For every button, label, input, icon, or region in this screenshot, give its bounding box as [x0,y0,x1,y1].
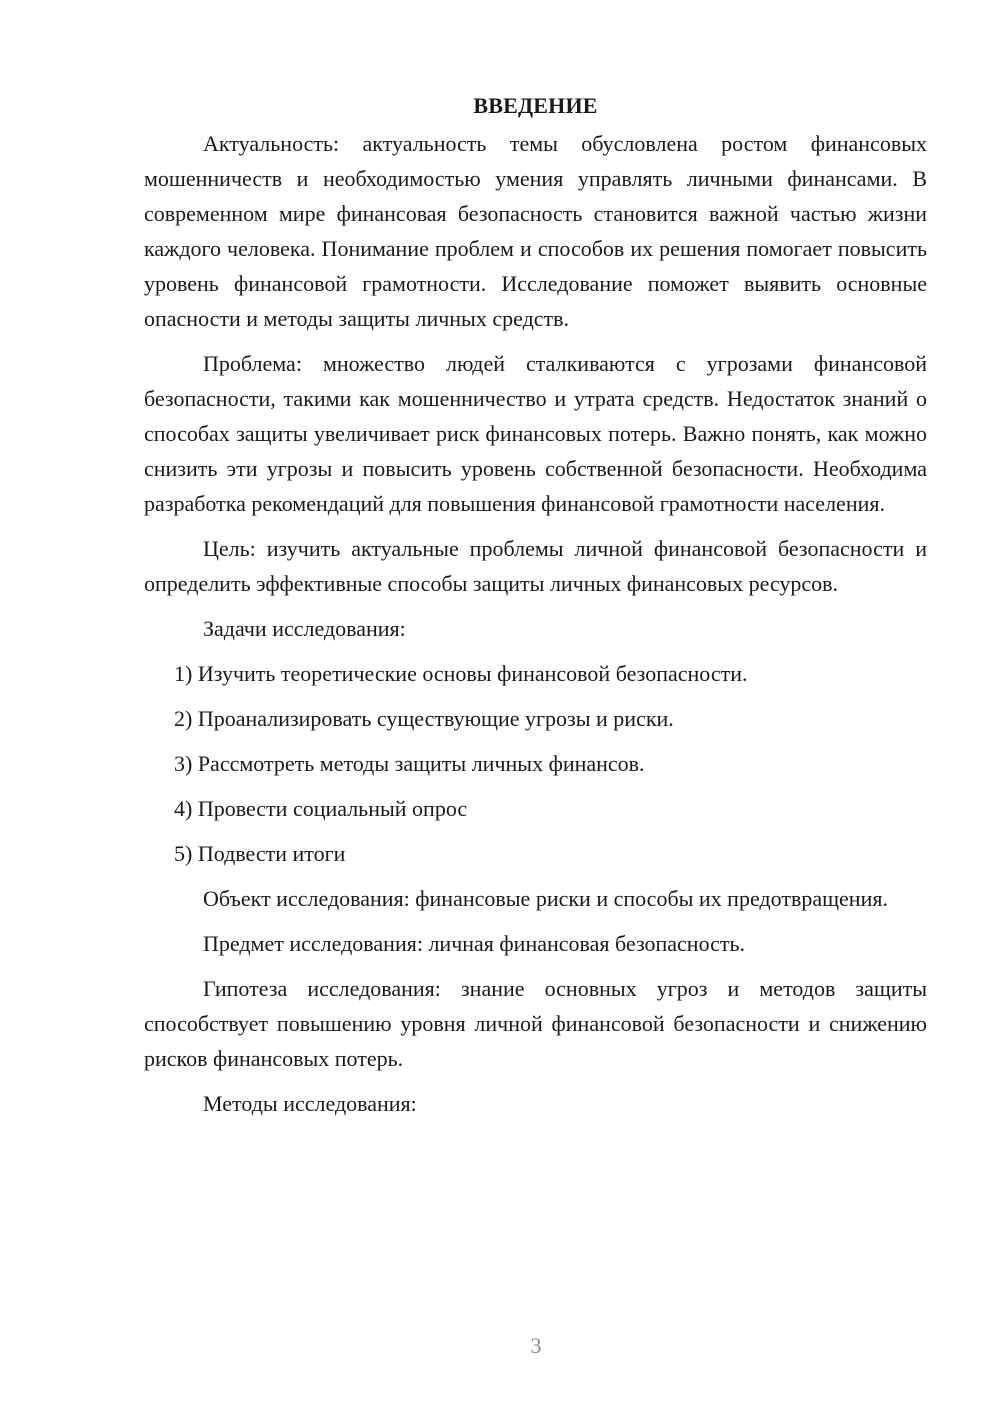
list-item: 5) Подвести итоги [174,841,346,866]
paragraph-hypothesis: Гипотеза исследования: знание основных угроз и методов защиты способствует повышению уровня личной финансовой безопасности и снижению рисков финансовых потерь. [144,976,927,1071]
tasks-list [144,656,927,871]
paragraph-goal: Цель: изучить актуальные проблемы личной финансовой безопасности и определить эффективные способы защиты личных финансовых ресурсов. [144,536,927,596]
list-item: 2) Проанализировать существующие угрозы и риски. [174,706,674,731]
page-number: 3 [530,1333,542,1358]
section-heading: ВВЕДЕНИЕ [473,93,598,118]
paragraph-tasks-title: Задачи исследования: [203,616,406,641]
list-item: 3) Рассмотреть методы защиты личных финансов. [174,751,645,776]
paragraph-methods-title: Методы исследования: [203,1091,417,1116]
paragraph-object: Объект исследования: финансовые риски и способы их предотвращения. [203,886,888,911]
list-item: 1) Изучить теоретические основы финансовой безопасности. [174,661,748,686]
paragraph-subject: Предмет исследования: личная финансовая безопасность. [203,931,746,956]
paragraph-problem: Проблема: множество людей сталкиваются с угрозами финансовой безопасности, такими как мошенничество и утрата средств. Недостаток знаний о способах защиты увеличивает риск финансовых потерь. Важно понять, как можно снизить эти угрозы и повысить уровень собственной безопасности. Необходима разработка рекомендаций для повышения финансовой грамотности населения. [144,351,927,516]
list-item: 4) Провести социальный опрос [174,796,468,821]
document-page [144,88,927,1121]
paragraph-relevance: Актуальность: актуальность темы обусловлена ростом финансовых мошенничеств и необходимостью умения управлять личными финансами. В современном мире финансовая безопасность становится важной частью жизни каждого человека. Понимание проблем и способов их решения помогает повысить уровень финансовой грамотности. Исследование поможет выявить основные опасности и методы защиты личных средств. [144,131,927,331]
